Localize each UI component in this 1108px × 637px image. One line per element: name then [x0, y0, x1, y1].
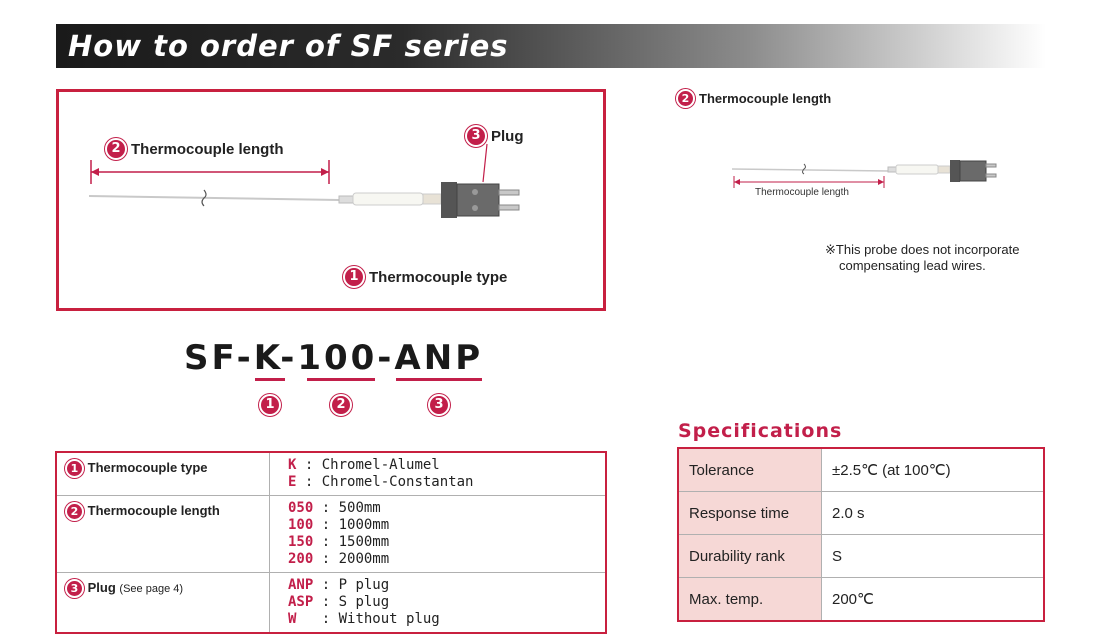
row-title: Thermocouple length	[87, 502, 220, 518]
table-row	[56, 496, 606, 573]
option-code: ASP	[288, 594, 314, 610]
note-line-1: ※This probe does not incorporate	[825, 242, 1020, 257]
row-options	[270, 452, 607, 496]
model-badge-1	[259, 394, 281, 416]
number-badge: 1	[259, 394, 281, 416]
option-desc: 2000mm	[338, 551, 390, 567]
row-label	[56, 573, 270, 634]
spec-value: S	[822, 535, 1045, 578]
option-item: 200 : 2000mm	[288, 551, 390, 567]
model-separator: -	[377, 338, 395, 378]
row-options	[270, 496, 607, 573]
row-label	[56, 452, 270, 496]
length-underline	[307, 378, 375, 381]
option-desc: Chromel-Constantan	[321, 474, 474, 490]
page-title: How to order of SF series	[68, 29, 509, 63]
length-label: Thermocouple length	[131, 140, 284, 158]
option-code: ANP	[288, 577, 314, 593]
row-title: Thermocouple type	[87, 459, 208, 475]
spec-key: Response time	[678, 492, 822, 535]
option-desc: 1000mm	[338, 517, 390, 533]
table-row	[678, 492, 1044, 535]
option-item: K : Chromel-Alumel	[288, 457, 440, 473]
number-badge: 3	[465, 125, 487, 147]
model-code	[184, 338, 483, 378]
plug-label: Plug	[491, 127, 524, 145]
number-badge: 1	[65, 459, 84, 478]
option-code: 050	[288, 500, 314, 516]
number-badge: 3	[428, 394, 450, 416]
number-badge: 2	[105, 138, 127, 160]
option-code: K	[288, 457, 297, 473]
type-callout	[343, 266, 507, 288]
table-row	[56, 573, 606, 634]
compensation-note	[825, 242, 1019, 274]
row-label	[56, 496, 270, 573]
spec-key: Max. temp.	[678, 578, 822, 622]
model-separator: -	[280, 338, 298, 378]
spec-key: Durability rank	[678, 535, 822, 578]
model-length-code: 100	[297, 338, 378, 378]
option-code: 200	[288, 551, 314, 567]
model-type-code: K	[253, 338, 281, 378]
table-row	[678, 448, 1044, 492]
option-desc: P plug	[338, 577, 390, 593]
type-underline	[255, 378, 285, 381]
right-diagram-label: Thermocouple length	[699, 91, 832, 106]
table-row	[678, 578, 1044, 622]
number-badge: 3	[65, 579, 84, 598]
option-desc: Without plug	[338, 611, 440, 627]
option-desc: S plug	[338, 594, 390, 610]
model-badge-2	[330, 394, 352, 416]
option-item: W : Without plug	[288, 611, 440, 627]
specifications-title: Specifications	[678, 420, 843, 442]
option-code: 150	[288, 534, 314, 550]
plug-callout	[465, 125, 524, 147]
option-code: 100	[288, 517, 314, 533]
length-callout	[105, 138, 284, 160]
row-title: Plug	[87, 579, 116, 595]
plug-underline	[396, 378, 482, 381]
spec-key: Tolerance	[678, 448, 822, 492]
option-code: W	[288, 611, 297, 627]
title-bar	[56, 24, 1046, 68]
note-line-2: compensating lead wires.	[839, 258, 986, 273]
number-badge: 2	[65, 502, 84, 521]
option-item: E : Chromel-Constantan	[288, 474, 474, 490]
option-item: ASP : S plug	[288, 594, 390, 610]
type-label: Thermocouple type	[369, 268, 508, 286]
page-reference: (See page 4)	[119, 582, 184, 595]
option-desc: Chromel-Alumel	[321, 457, 440, 473]
model-prefix: SF-	[184, 338, 254, 378]
option-code: E	[288, 474, 297, 490]
spec-value: 200℃	[822, 578, 1045, 622]
row-options	[270, 573, 607, 634]
number-badge: 2	[330, 394, 352, 416]
spec-value: 2.0 s	[822, 492, 1045, 535]
specifications-table	[677, 447, 1045, 622]
number-badge: 1	[343, 266, 365, 288]
small-dimension-label: Thermocouple length	[755, 187, 849, 198]
option-item: 100 : 1000mm	[288, 517, 390, 533]
option-desc: 500mm	[338, 500, 381, 516]
option-desc: 1500mm	[338, 534, 390, 550]
model-plug-code: ANP	[394, 338, 484, 378]
spec-value: ±2.5℃ (at 100℃)	[822, 448, 1045, 492]
option-item: 150 : 1500mm	[288, 534, 390, 550]
table-row	[678, 535, 1044, 578]
number-badge: 2	[676, 89, 695, 108]
order-table	[55, 451, 607, 634]
probe-diagram	[56, 89, 606, 311]
model-badge-3	[428, 394, 450, 416]
right-diagram-title	[676, 89, 831, 108]
option-item: 050 : 500mm	[288, 500, 381, 516]
option-item: ANP : P plug	[288, 577, 390, 593]
table-row	[56, 452, 606, 496]
